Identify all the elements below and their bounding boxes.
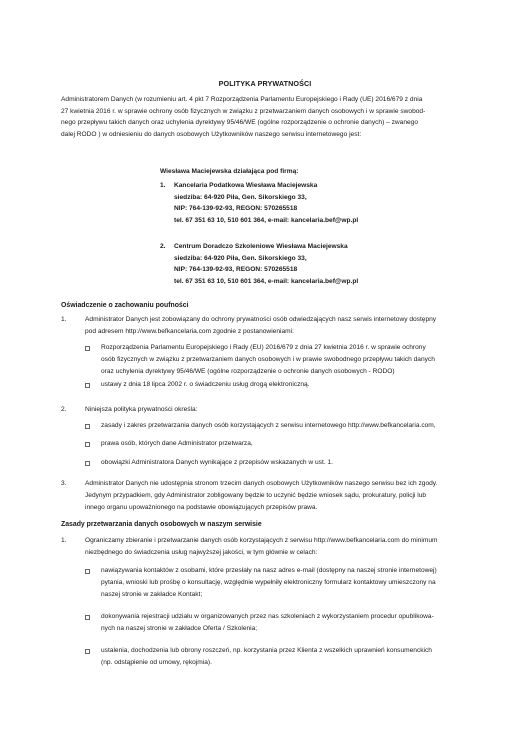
item-line: niezbędnego do świadczenia usług najwyższej jakości, w tym głównie w celach:	[85, 549, 318, 557]
item-text	[85, 404, 473, 416]
item-number: 2.	[61, 406, 67, 413]
intro-line: Administratorem Danych (w rozumieniu art. 4 pkt 7 Rozporządzenia Parlamentu Europejskiego i Rady (UE) 2016/679 z dnia	[61, 96, 423, 103]
sub-item-text	[101, 645, 475, 669]
sub-line: oraz uchylenia dyrektywy 95/46/WE (ogólne rozporządzenie o ochronie danych osobowych - RODO)	[101, 368, 395, 376]
item-number: 1.	[61, 316, 67, 323]
sub-line: ustawy z dnia 18 lipca 2002 r. o świadczeniu usług drogą elektroniczną.	[101, 381, 310, 388]
sub-line: obowiązki Administratora Danych wynikające z przepisów wskazanych w ust. 1.	[101, 459, 333, 466]
entity-block	[174, 180, 358, 226]
intro-line: 27 kwietnia 2016 r. w sprawie ochrony osób fizycznych w związku z przetwarzaniem danych osobowych i w sprawie swobod-	[61, 107, 426, 115]
item-line: Ograniczamy zbieranie i przetwarzanie danych osób korzystających z serwisu http://www.befkancelaria.com do minimum	[85, 537, 438, 544]
item-line: Niniejsza polityka prywatności określa:	[85, 406, 198, 413]
entity-name: Centrum Doradczo Szkoleniowe Wiesława Maciejewska	[174, 243, 348, 250]
checkbox-bullet-icon	[85, 442, 90, 447]
sub-line: nych na naszej stronie w zakładce Oferta / Szkolenia;	[101, 625, 258, 633]
checkbox-bullet-icon	[85, 569, 90, 574]
entity-address: siedziba: 64-920 Piła, Gen. Sikorskiego 33,	[174, 193, 307, 201]
item-number: 3.	[61, 480, 67, 487]
sub-line: nawiązywania kontaktów z osobami, które przesłały na nasz adres e-mail (dostępny na naszej stronie internetowej)	[101, 567, 437, 574]
entity-block	[174, 241, 358, 287]
sub-line: prawa osób, których dane Administrator przetwarza,	[101, 440, 253, 447]
intro-line: nego przepływu takich danych oraz uchylenia dyrektywy 95/46/WE (ogólne rozporządzenie o ochronie danych) – zwanego	[61, 119, 418, 127]
sub-line: naszej stronie w zakładce Kontakt;	[101, 591, 203, 599]
entity-number: 1.	[160, 182, 166, 189]
entity-ids: NIP: 764-139-92-93, REGON: 570265518	[174, 205, 298, 213]
sub-line: pytania, wnioski lub prośbę o konsultację, względnie wypełniły elektroniczny formularz kontaktowy umieszczony na	[101, 579, 436, 587]
item-text	[85, 535, 473, 559]
sub-item-text	[101, 342, 475, 378]
checkbox-bullet-icon	[85, 461, 90, 466]
sub-item-text	[101, 457, 475, 469]
sub-line: Rozporządzenia Parlamentu Europejskiego i Rady (EU) 2016/679 z dnia 27 kwietnia 2016 r. w sprawie ochrony	[101, 344, 426, 351]
intro-line: dalej RODO ) w odniesieniu do danych osobowych Użytkowników naszego serwisu internetowego jest:	[61, 130, 362, 138]
entity-address: siedziba: 64-920 Piła, Gen. Sikorskiego 33,	[174, 254, 307, 262]
entity-ids: NIP: 764-139-92-93, REGON: 570265518	[174, 266, 298, 274]
item-line: innego organu upoważnionego na podstawie obowiązujących przepisów prawa.	[85, 504, 318, 512]
entity-contact: tel. 67 351 63 10, 510 601 364, e-mail: kancelaria.bef@wp.pl	[174, 216, 359, 224]
sub-line: osób fizycznych w związku z przetwarzaniem danych osobowych i w prawie swobodnego przepływu takich danych	[101, 356, 435, 364]
checkbox-bullet-icon	[85, 383, 90, 388]
item-text	[85, 314, 473, 338]
intro-paragraph	[61, 94, 473, 140]
sub-item-text	[101, 611, 475, 635]
sub-line: dokonywania rejestracji udziału w organizowanych przez nas szkoleniach z wykorzystaniem procedur opublikowa-	[101, 613, 434, 620]
checkbox-bullet-icon	[85, 424, 90, 429]
item-line: Administrator Danych nie udostępnia stronom trzecim danych osobowych Użytkowników naszego serwisu bez ich zgody.	[85, 480, 438, 487]
checkbox-bullet-icon	[85, 649, 90, 654]
entity-contact: tel. 67 351 63 10, 510 601 364, e-mail: kancelaria.bef@wp.pl	[174, 277, 359, 285]
section-heading: Oświadczenie o zachowaniu poufności	[61, 302, 189, 309]
sub-item-text	[101, 438, 475, 450]
item-line: Administrator Danych jest zobowiązany do ochrony prywatności osób odwiedzających nasz serwis internetowy dostępny	[85, 316, 437, 323]
sub-line: ustalenia, dochodzenia lub obrony roszczeń, np. korzystania przez Klienta z wszelkich uprawnień konsumenckich	[101, 647, 432, 654]
item-line: pod adresem http://www.befkancelaria.com zgodnie z postanowieniami:	[85, 328, 294, 336]
checkbox-bullet-icon	[85, 615, 90, 620]
page-title: POLITYKA PRYWATNOŚCI	[218, 79, 312, 88]
sub-item-text	[101, 420, 475, 432]
sub-line: zasady i zakres przetwarzania danych osób korzystających z serwisu internetowego http://www.befkancelaria.com,	[101, 422, 436, 429]
entity-number: 2.	[160, 243, 166, 250]
entity-name: Kancelaria Podatkowa Wiesława Maciejewska	[174, 182, 318, 189]
checkbox-bullet-icon	[85, 346, 90, 351]
item-number: 1.	[61, 537, 67, 544]
item-text	[85, 478, 473, 514]
sub-item-text	[101, 379, 475, 391]
sub-line: (np. odstąpienie od umowy, rękojmia).	[101, 659, 212, 667]
sub-item-text	[101, 565, 475, 601]
section-heading: Zasady przetwarzania danych osobowych w naszym serwisie	[61, 521, 262, 528]
company-owner: Wiesława Maciejewska działająca pod firmą:	[160, 168, 299, 175]
item-line: Jedynym przypadkiem, gdy Administrator zobligowany będzie to uczynić będzie wniosek sądu, prokuratury, policji lub	[85, 492, 427, 500]
